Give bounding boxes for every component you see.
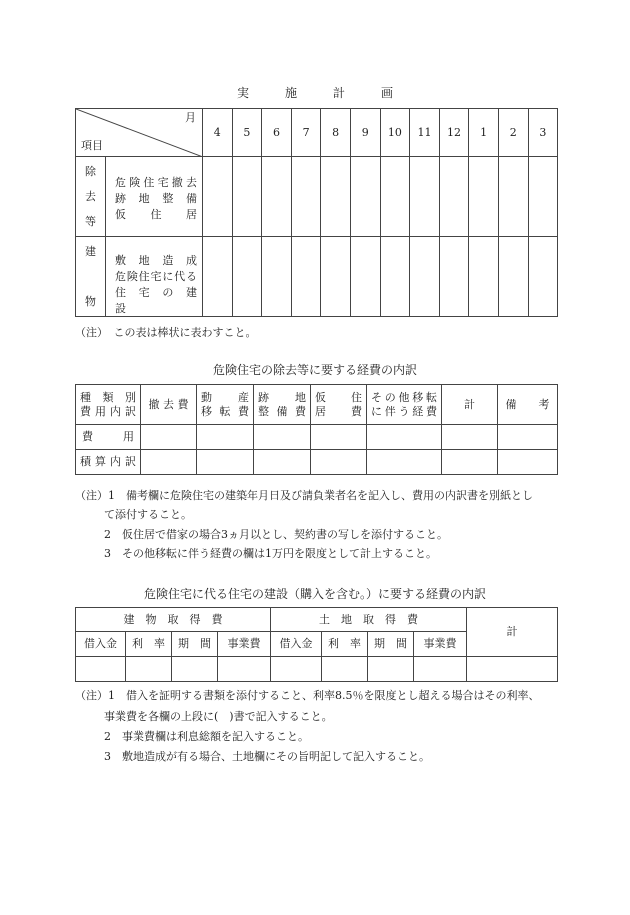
removal-note-2: 2 仮住居で借家の場合3ヵ月以とし、契約書の写しを添付すること。	[104, 528, 448, 541]
row-label-char: 等	[85, 215, 96, 228]
removal-note-1: （注）1 備考欄に危険住宅の建築年月日及び請負業者名を記入し、費用の内訳書を別紙とし	[75, 489, 533, 502]
removal-cost-title: 危険住宅の除去等に要する経費の内訳	[212, 363, 417, 377]
header-month: 月	[185, 111, 196, 124]
diagonal-header-cell	[76, 109, 203, 157]
row-item: 跡 地 整 備	[115, 192, 197, 205]
month-header: 5	[232, 109, 262, 157]
sub-header-project-cost: 事業費	[218, 632, 271, 657]
header-line: 居 費	[315, 404, 362, 418]
row-label-char: 除	[85, 165, 96, 178]
row-label-char: 建	[85, 245, 96, 258]
month-header: 4	[203, 109, 233, 157]
header-line: 種 類 別	[80, 390, 136, 404]
header-temp-housing-cost	[311, 385, 367, 425]
month-header: 6	[262, 109, 292, 157]
replacement-note-1: （注）1 借入を証明する書類を添付すること、利率8.5％を限度とし超える場合はその利率、	[75, 689, 540, 702]
sub-header-project-cost: 事業費	[414, 632, 467, 657]
building-row-label	[76, 237, 208, 317]
header-total: 計	[442, 385, 498, 425]
month-header: 10	[380, 109, 410, 157]
header-remarks: 備 考	[498, 385, 558, 425]
removal-note-3: 3 その他移転に伴う経費の欄は1万円を限度として計上すること。	[104, 547, 437, 560]
row-item: 仮 住 居	[115, 208, 197, 221]
header-line: 跡 地	[258, 390, 306, 404]
row-label-char: 去	[85, 190, 96, 203]
row-item: 敷 地 造 成	[115, 254, 197, 267]
header-site-cost	[254, 385, 311, 425]
header-line: に伴う経費	[371, 404, 437, 418]
replacement-note-3: 3 敷地造成が有る場合、土地欄にその旨明記して記入すること。	[104, 750, 430, 763]
row-label-cost: 費 用	[76, 425, 141, 450]
header-movable-cost	[197, 385, 254, 425]
header-type	[76, 385, 141, 425]
month-header: 8	[321, 109, 351, 157]
removal-cost-table	[75, 384, 558, 475]
sub-header-rate: 利 率	[322, 632, 368, 657]
month-header: 11	[410, 109, 440, 157]
header-line: その他移転	[371, 390, 437, 404]
building-acquisition-header: 建 物 取 得 費	[76, 608, 271, 632]
sub-header-loan: 借入金	[271, 632, 322, 657]
replacement-note-2: 2 事業費欄は利息総額を記入すること。	[104, 730, 309, 743]
replacement-cost-table	[75, 607, 558, 682]
sub-header-period: 期 間	[172, 632, 218, 657]
sub-header-rate: 利 率	[126, 632, 172, 657]
land-acquisition-header: 土 地 取 得 費	[271, 608, 467, 632]
removal-note-1-cont: て添付すること。	[104, 508, 192, 521]
plan-title: 実 施 計 画	[236, 86, 393, 100]
month-header: 1	[469, 109, 499, 157]
header-removal-cost: 撤 去 費	[141, 385, 197, 425]
replacement-cost-title: 危険住宅に代る住宅の建設（購入を含む。）に要する経費の内訳	[143, 587, 486, 601]
header-line: 費用内訳	[80, 404, 136, 418]
header-line: 動 産	[201, 390, 249, 404]
plan-note: （注） この表は棒状に表わすこと。	[75, 326, 257, 339]
header-line: 移 転 費	[201, 404, 249, 418]
row-label-breakdown: 積算内訳	[76, 450, 141, 475]
header-line: 整 備 費	[258, 404, 306, 418]
header-line: 仮 住	[315, 390, 362, 404]
replacement-note-1-cont: 事業費を各欄の上段に( )書で記入すること。	[104, 710, 333, 723]
sub-header-period: 期 間	[368, 632, 414, 657]
month-header: 2	[498, 109, 528, 157]
implementation-plan-table	[75, 108, 558, 317]
total-header: 計	[467, 608, 558, 657]
month-header: 12	[439, 109, 469, 157]
header-item: 項目	[81, 139, 103, 152]
row-item: 危険住宅に代る	[115, 270, 197, 283]
sub-header-loan: 借入金	[76, 632, 126, 657]
row-item: 住 宅 の 建 設	[115, 286, 208, 315]
row-label-char: 物	[85, 295, 96, 308]
header-other-cost	[367, 385, 442, 425]
row-item: 危険住宅撤去	[115, 176, 197, 189]
removal-row-label	[76, 157, 203, 237]
month-header: 3	[528, 109, 558, 157]
month-header: 9	[350, 109, 380, 157]
month-header: 7	[291, 109, 321, 157]
